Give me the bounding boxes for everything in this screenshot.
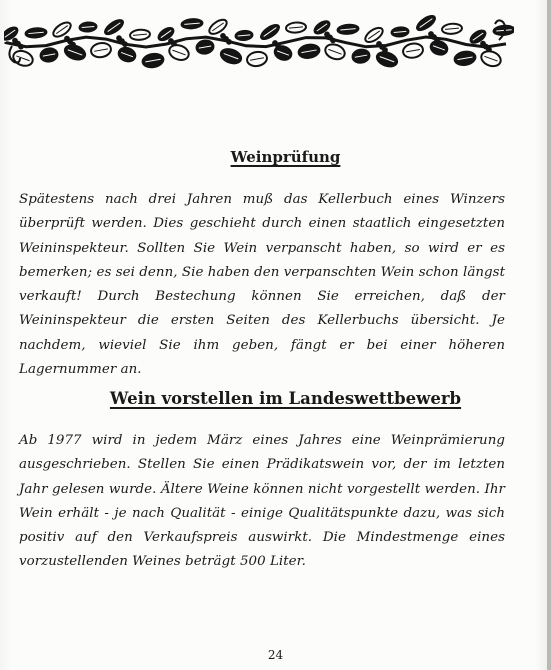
floral-vine-ornament-icon <box>4 12 514 72</box>
page-edge-shadow <box>547 0 551 670</box>
section-title-weinpruefung: Weinprüfung <box>230 148 341 166</box>
section-title-landeswettbewerb: Wein vorstellen im Landeswettbewerb <box>109 389 462 408</box>
paragraph-weinpruefung: Spätestens nach drei Jahren muß das Kellerbuch eines Winzers überprüft werden. Dies geschieht durch einen staatlich eingesetzten Weininspekteur. Sollten Sie Wein verpanscht haben, so wird er es bemerken; es sei denn, Sie haben den verpanschten Wein schon längst verkauft! Durch Bestechung können Sie erreichen, daß der Weininspekteur die ersten Seiten des Kellerbuchs übersicht. Je nachdem, wieviel Sie ihm geben, fängt er bei einer höheren Lagernummer an. <box>19 192 505 378</box>
paragraph-landeswettbewerb: Ab 1977 wird in jedem März eines Jahres eine Weinprämierung ausgeschrieben. Stellen Sie einen Prädikatswein vor, der im letzten Jahr gelesen wurde. Ältere Weine können nicht vorgestellt werden. Ihr Wein erhält - je nach Qualität - einige Qualitätspunkte dazu, was sich positiv auf den Verkaufspreis auswirkt. Die Mindestmenge eines vorzustellenden Weines beträgt 500 Liter. <box>19 433 505 570</box>
page-number: 24 <box>267 648 284 662</box>
